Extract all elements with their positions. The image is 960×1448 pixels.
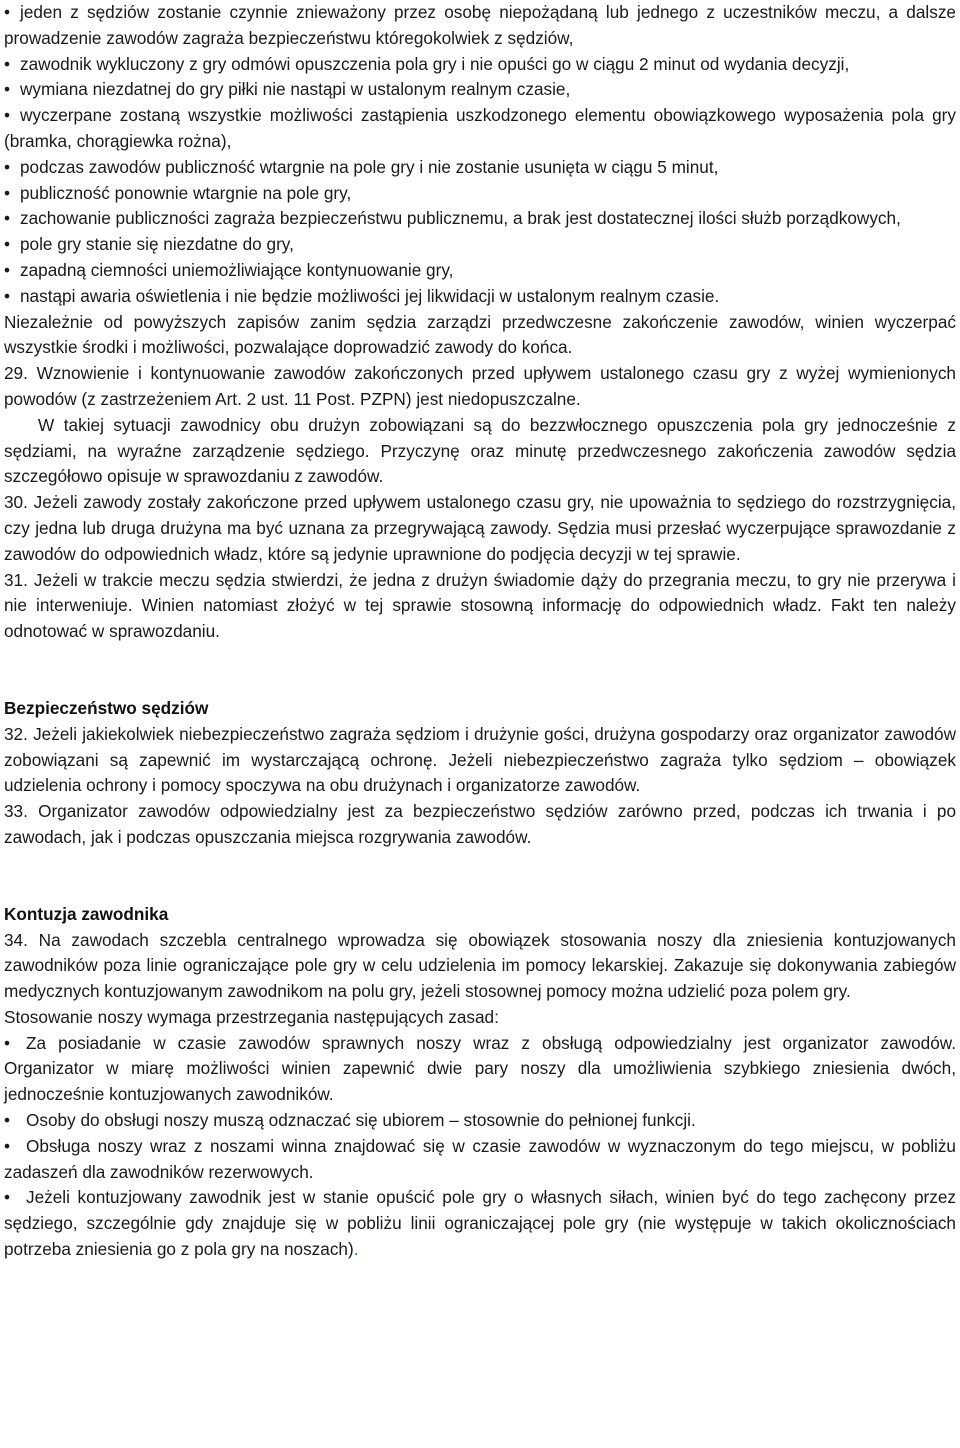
list-item: • jeden z sędziów zostanie czynnie znieważony przez osobę niepożądaną lub jednego z uczestników meczu, a dalsze prowadzenie zawodów zagraża bezpieczeństwu któregokolwiek z sędziów, [4,2,956,48]
bullet: • [4,105,11,126]
list-item: • zachowanie publiczności zagraża bezpieczeństwu publicznemu, a brak jest dostatecznej ilości służb porządkowych, [4,206,956,232]
paragraph-stosowanie: Stosowanie noszy wymaga przestrzegania następujących zasad: [4,1006,499,1027]
bullet: • [4,156,11,177]
bullet: • [4,285,11,306]
bullet: • [4,1135,11,1156]
bullet: • [4,234,11,255]
list-item: • wymiana niezdatnej do gry piłki nie nastąpi w ustalonym realnym czasie, [4,77,956,103]
paragraph-niezaleznie: Niezależnie od powyższych zapisów zanim sędzia zarządzi przedwczesne zakończenie zawodów, winien wyczerpać wszystkie środki i możliwości, pozwalające doprowadzić zawody do końca. [4,311,956,358]
paragraph-34: 34. Na zawodach szczebla centralnego wprowadza się obowiązek stosowania noszy dla zniesienia kontuzjowanych zawodników poza linie ograniczające pole gry w celu udzielenia im pomocy lekarskiej. Zakazuje się dokonywania zabiegów medycznych kontuzjowanym zawodnikom na polu gry, jeżeli stosownej pomocy można udzielić poza polem gry. [4,929,956,1002]
list-item: • Obsługa noszy wraz z noszami winna znajdować się w czasie zawodów w wyznaczonym do tego miejscu, w pobliżu zadaszeń dla zawodników rezerwowych. [4,1135,956,1182]
document-page [4,0,956,1263]
paragraph-33: 33. Organizator zawodów odpowiedzialny jest za bezpieczeństwo sędziów zarówno przed, podczas ich trwania i po zawodach, jak i podczas opuszczania miejsca rozgrywania zawodów. [4,801,956,847]
list-item: • Osoby do obsługi noszy muszą odznaczać się ubiorem – stosownie do pełnionej funkcji. [4,1108,956,1134]
bullet: • [4,182,11,203]
bullet: • [4,2,11,22]
paragraph-31: 31. Jeżeli w trakcie meczu sędzia stwierdzi, że jedna z drużyn świadomie dąży do przegrania meczu, to gry nie przerywa i nie interweniuje. Winien natomiast złożyć w tej sprawie stosowną informację do odpowiednich władz. Fakt ten należy odnotować w sprawozdaniu. [4,569,956,642]
list-item: • publiczność ponownie wtargnie na pole gry, [4,181,956,207]
list-item: • nastąpi awaria oświetlenia i nie będzie możliwości jej likwidacji w ustalonym realnym czasie. [4,284,956,310]
bullet: • [4,259,11,280]
paragraph-29-continued: W takiej sytuacji zawodnicy obu drużyn zobowiązani są do bezzwłocznego opuszczenia pola gry jednocześnie z sędziami, na wyraźne zarządzenie sędziego. Przyczynę oraz minutę przedwczesnego zakończenia zawodów sędzia szczegółowo opisuje w sprawozdaniu z zawodów. [4,414,956,487]
paragraph-32: 32. Jeżeli jakiekolwiek niebezpieczeństwo zagraża sędziom i drużynie gości, drużyna gospodarzy oraz organizator zawodów zobowiązani są zapewnić im wystarczającą ochronę. Jeżeli niebezpieczeństwo zagraża tylko sędziom – obowiązek udzielenia ochrony i pomocy spoczywa na obu drużynach i organizatorze zawodów. [4,723,956,796]
list-item: • zapadną ciemności uniemożliwiające kontynuowanie gry, [4,258,956,284]
paragraph-29: 29. Wznowienie i kontynuowanie zawodów zakończonych przed upływem ustalonego czasu gry z wyżej wymienionych powodów (z zastrzeżeniem Art. 2 ust. 11 Post. PZPN) jest niedopuszczalne. [4,363,956,409]
list-item: • pole gry stanie się niezdatne do gry, [4,232,956,258]
bullet: • [4,53,11,74]
final-period: . [353,1239,359,1260]
list-item: • zawodnik wykluczony z gry odmówi opuszczenia pola gry i nie opuści go w ciągu 2 minut od wydania decyzji, [4,52,956,78]
bullet: • [4,79,11,100]
section-spacer [4,851,956,902]
bullet: • [4,208,11,229]
paragraph-30: 30. Jeżeli zawody zostały zakończone przed upływem ustalonego czasu gry, nie upoważnia to sędziego do rozstrzygnięcia, czy jedna lub druga drużyna ma być uznana za przegrywającą zawody. Sędzia musi przesłać wyczerpujące sprawozdanie z zawodów do odpowiednich władz, które są jedynie uprawnione do podjęcia decyzji w tej sprawie. [4,492,956,564]
section-spacer [4,645,956,696]
bullet: • [4,1032,11,1053]
list-item: • Za posiadanie w czasie zawodów sprawnych noszy wraz z obsługą odpowiedzialny jest organizator zawodów. Organizator w miarę możliwości winien zapewnić dwie pary noszy dla umożliwienia szybkiego zniesienia dwóch, jednocześnie kontuzjowanych zawodników. [4,1032,956,1105]
list-item: • Jeżeli kontuzjowany zawodnik jest w stanie opuścić pole gry o własnych siłach, winien być do tego zachęcony przez sędziego, szczególnie gdy znajduje się w pobliżu linii ograniczającej pole gry (nie występuje w takich okolicznościach potrzeba zniesienia go z pola gry na noszach). [4,1187,956,1260]
section-heading-kontuzja: Kontuzja zawodnika [4,903,169,924]
list-item: • podczas zawodów publiczność wtargnie na pole gry i nie zostanie usunięta w ciągu 5 minut, [4,155,956,181]
section-heading-bezpieczenstwo: Bezpieczeństwo sędziów [4,697,209,718]
bullet: • [4,1110,11,1131]
list-item: • wyczerpane zostaną wszystkie możliwości zastąpienia uszkodzonego elementu obowiązkowego wyposażenia pola gry (bramka, chorągiewka rożna), [4,105,956,151]
bullet: • [4,1187,11,1208]
